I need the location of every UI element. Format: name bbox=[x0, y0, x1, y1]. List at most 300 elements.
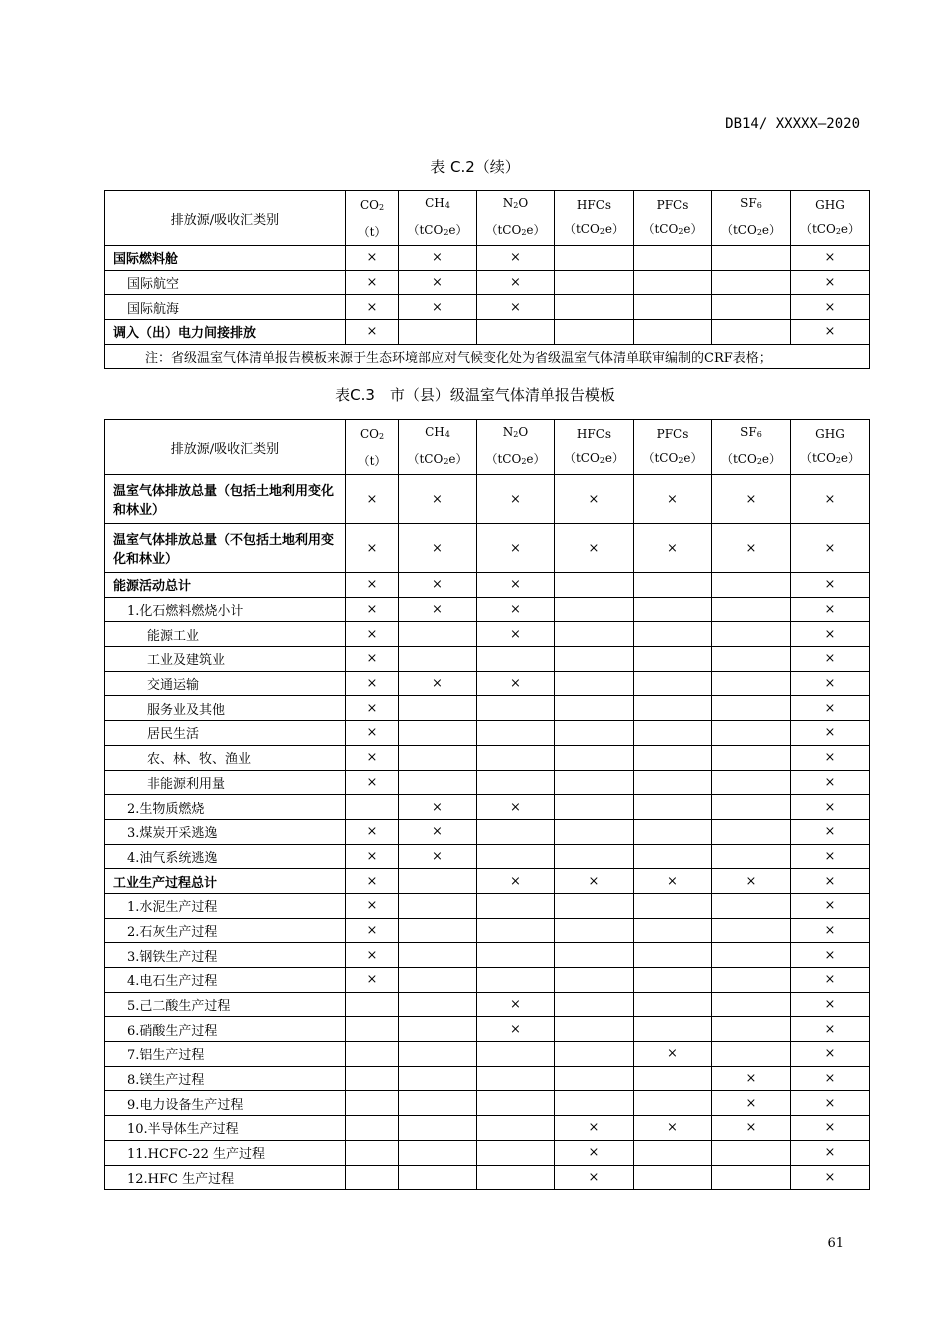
gas-name: $CH_4$ bbox=[425, 196, 450, 210]
table-cell: × bbox=[634, 475, 712, 524]
table-cell bbox=[634, 1017, 712, 1042]
table-cell: × bbox=[399, 295, 477, 320]
table-cell: × bbox=[791, 992, 870, 1017]
row-label: 8.镁生产过程 bbox=[105, 1066, 346, 1091]
table-row bbox=[105, 1116, 870, 1141]
table-cell: × bbox=[346, 246, 399, 271]
table-cell bbox=[555, 320, 634, 345]
table-cell bbox=[712, 573, 791, 598]
table-header bbox=[105, 191, 870, 246]
table-cell: × bbox=[712, 524, 791, 573]
table-row bbox=[105, 1165, 870, 1190]
gas-name: PFCs bbox=[656, 197, 689, 212]
table-row bbox=[105, 795, 870, 820]
table-cell bbox=[712, 270, 791, 295]
table-cell bbox=[346, 795, 399, 820]
gas-name: $N_2O$ bbox=[502, 196, 529, 210]
gas-unit: （tCO$_2$e） bbox=[720, 452, 782, 466]
table-cell: × bbox=[346, 869, 399, 894]
table-cell bbox=[399, 696, 477, 721]
table-cell: × bbox=[791, 573, 870, 598]
table-row bbox=[105, 647, 870, 672]
table-cell bbox=[712, 671, 791, 696]
table-row bbox=[105, 844, 870, 869]
table-cell bbox=[712, 1017, 791, 1042]
table-c2-caption: 表 C.2（续） bbox=[430, 158, 520, 176]
gas-column-header bbox=[634, 191, 712, 246]
table-cell bbox=[555, 819, 634, 844]
table-cell bbox=[712, 647, 791, 672]
table-row bbox=[105, 622, 870, 647]
table-cell: × bbox=[555, 475, 634, 524]
table-cell bbox=[634, 819, 712, 844]
table-cell bbox=[712, 622, 791, 647]
gas-name: PFCs bbox=[656, 426, 689, 441]
table-cell bbox=[477, 696, 555, 721]
table-cell bbox=[634, 968, 712, 993]
table-cell bbox=[399, 1066, 477, 1091]
table-cell: × bbox=[477, 573, 555, 598]
gas-unit: （tCO$_2$e） bbox=[407, 223, 468, 237]
table-cell bbox=[555, 770, 634, 795]
table-cell: × bbox=[791, 1116, 870, 1141]
row-label: 3.钢铁生产过程 bbox=[105, 943, 346, 968]
table-cell bbox=[634, 597, 712, 622]
table-cell: × bbox=[791, 524, 870, 573]
row-label: 温室气体排放总量（包括土地利用变化和林业） bbox=[105, 475, 346, 524]
row-label: 6.硝酸生产过程 bbox=[105, 1017, 346, 1042]
table-cell: × bbox=[791, 1042, 870, 1067]
table-cell: × bbox=[346, 819, 399, 844]
table-cell bbox=[712, 844, 791, 869]
row-label: 5.己二酸生产过程 bbox=[105, 992, 346, 1017]
table-cell bbox=[634, 844, 712, 869]
table-cell bbox=[477, 647, 555, 672]
table-cell: × bbox=[791, 1091, 870, 1116]
table-cell: × bbox=[346, 647, 399, 672]
table-header bbox=[105, 420, 870, 475]
table-cell bbox=[712, 918, 791, 943]
table-cell: × bbox=[477, 524, 555, 573]
table-cell: × bbox=[477, 270, 555, 295]
table-cell bbox=[477, 893, 555, 918]
table-cell bbox=[634, 573, 712, 598]
table-cell: × bbox=[399, 573, 477, 598]
table-cell: × bbox=[399, 819, 477, 844]
gas-unit: （tCO$_2$e） bbox=[563, 221, 625, 236]
row-label: 调入（出）电力间接排放 bbox=[105, 320, 346, 345]
table-cell bbox=[477, 819, 555, 844]
table-cell bbox=[399, 918, 477, 943]
table-cell: × bbox=[346, 671, 399, 696]
gas-unit: （tCO$_2$e） bbox=[407, 452, 468, 466]
row-label: 农、林、牧、渔业 bbox=[105, 745, 346, 770]
table-cell bbox=[634, 745, 712, 770]
table-row bbox=[105, 1017, 870, 1042]
table-cell bbox=[346, 1165, 399, 1190]
header-row bbox=[105, 191, 870, 246]
table-cell bbox=[555, 696, 634, 721]
table-row bbox=[105, 1140, 870, 1165]
table-cell bbox=[634, 696, 712, 721]
table-cell bbox=[346, 1116, 399, 1141]
table-row bbox=[105, 573, 870, 598]
table-cell bbox=[712, 795, 791, 820]
table-cell: × bbox=[477, 622, 555, 647]
table-cell: × bbox=[791, 844, 870, 869]
table-cell bbox=[477, 968, 555, 993]
table-cell: × bbox=[399, 246, 477, 271]
gas-name: $N_2O$ bbox=[502, 425, 529, 439]
row-label: 能源工业 bbox=[105, 622, 346, 647]
table-row bbox=[105, 270, 870, 295]
table-cell: × bbox=[634, 1042, 712, 1067]
table-cell: × bbox=[555, 1140, 634, 1165]
table-cell bbox=[634, 671, 712, 696]
gas-column-header bbox=[555, 191, 634, 246]
table-row bbox=[105, 745, 870, 770]
row-label: 工业及建筑业 bbox=[105, 647, 346, 672]
row-label: 工业生产过程总计 bbox=[105, 869, 346, 894]
table-cell bbox=[555, 671, 634, 696]
table-cell: × bbox=[791, 1066, 870, 1091]
table-cell bbox=[477, 943, 555, 968]
table-cell bbox=[399, 869, 477, 894]
table-cell: × bbox=[555, 1165, 634, 1190]
table-cell bbox=[477, 918, 555, 943]
gas-column-header bbox=[555, 420, 634, 475]
table-cell bbox=[477, 770, 555, 795]
table-cell: × bbox=[791, 320, 870, 345]
table-cell: × bbox=[346, 622, 399, 647]
table-cell: × bbox=[346, 745, 399, 770]
table-cell bbox=[555, 1066, 634, 1091]
row-label: 服务业及其他 bbox=[105, 696, 346, 721]
gas-unit: （tCO$_2$e） bbox=[642, 221, 703, 236]
table-cell bbox=[555, 918, 634, 943]
row-label: 12.HFC 生产过程 bbox=[105, 1165, 346, 1190]
table-cell bbox=[477, 844, 555, 869]
table-cell: × bbox=[634, 524, 712, 573]
table-cell: × bbox=[791, 622, 870, 647]
table-cell bbox=[634, 246, 712, 271]
table-row bbox=[105, 992, 870, 1017]
header-row bbox=[105, 420, 870, 475]
gas-name: GHG bbox=[815, 426, 845, 441]
gas-name: $CO_2$ bbox=[359, 197, 385, 212]
table-cell: × bbox=[555, 1116, 634, 1141]
table-cell bbox=[712, 992, 791, 1017]
table-row bbox=[105, 869, 870, 894]
table-cell: × bbox=[346, 943, 399, 968]
table-cell: × bbox=[791, 597, 870, 622]
table-cell bbox=[555, 1091, 634, 1116]
table-cell bbox=[399, 992, 477, 1017]
row-label: 2.石灰生产过程 bbox=[105, 918, 346, 943]
row-label: 非能源利用量 bbox=[105, 770, 346, 795]
table-cell bbox=[712, 770, 791, 795]
table-cell: × bbox=[791, 1140, 870, 1165]
gas-column-header bbox=[712, 420, 791, 475]
gas-unit: （tCO$_2$e） bbox=[799, 221, 861, 236]
table-cell: × bbox=[791, 819, 870, 844]
table-cell bbox=[555, 295, 634, 320]
table-cell bbox=[712, 1165, 791, 1190]
table-c3-caption: 表C.3 市（县）级温室气体清单报告模板 bbox=[335, 386, 615, 404]
table-cell: × bbox=[791, 1165, 870, 1190]
table-cell: × bbox=[399, 475, 477, 524]
gas-name: $CH_4$ bbox=[425, 425, 450, 439]
table-cell: × bbox=[399, 524, 477, 573]
table-cell bbox=[477, 1116, 555, 1141]
table-cell bbox=[399, 1091, 477, 1116]
table-cell bbox=[346, 1042, 399, 1067]
table-cell: × bbox=[346, 918, 399, 943]
table-cell bbox=[477, 1091, 555, 1116]
table-cell bbox=[399, 721, 477, 746]
table-cell: × bbox=[555, 869, 634, 894]
gas-unit: （tCO$_2$e） bbox=[799, 450, 861, 465]
row-label: 9.电力设备生产过程 bbox=[105, 1091, 346, 1116]
gas-name: $SF_6$ bbox=[740, 196, 762, 210]
table-cell: × bbox=[634, 869, 712, 894]
table-cell bbox=[399, 1140, 477, 1165]
table-cell bbox=[555, 795, 634, 820]
table-cell: × bbox=[346, 270, 399, 295]
table-cell bbox=[399, 1116, 477, 1141]
table-cell bbox=[555, 992, 634, 1017]
table-cell: × bbox=[791, 1017, 870, 1042]
table-row bbox=[105, 696, 870, 721]
table-row bbox=[105, 295, 870, 320]
table-cell: × bbox=[791, 671, 870, 696]
table-cell bbox=[555, 745, 634, 770]
table-cell bbox=[712, 295, 791, 320]
table-cell bbox=[634, 992, 712, 1017]
table-cell bbox=[712, 320, 791, 345]
gas-unit: （t） bbox=[357, 453, 387, 468]
table-cell: × bbox=[346, 295, 399, 320]
document-code: DB14/ XXXXX—2020 bbox=[725, 116, 860, 132]
table-cell bbox=[399, 1042, 477, 1067]
table-cell: × bbox=[791, 869, 870, 894]
gas-name: HFCs bbox=[576, 197, 612, 212]
table-cell bbox=[399, 320, 477, 345]
row-label: 7.铝生产过程 bbox=[105, 1042, 346, 1067]
table-row bbox=[105, 918, 870, 943]
table-cell: × bbox=[346, 320, 399, 345]
table-cell: × bbox=[346, 893, 399, 918]
table-cell: × bbox=[346, 696, 399, 721]
gas-name: GHG bbox=[815, 197, 845, 212]
table-cell bbox=[555, 721, 634, 746]
table-cell: × bbox=[346, 770, 399, 795]
table-cell bbox=[555, 622, 634, 647]
row-label: 国际航海 bbox=[105, 295, 346, 320]
table-cell bbox=[399, 647, 477, 672]
table-cell bbox=[712, 1042, 791, 1067]
table-cell: × bbox=[791, 721, 870, 746]
gas-unit: （t） bbox=[357, 224, 387, 239]
table-cell: × bbox=[791, 745, 870, 770]
table-cell: × bbox=[477, 246, 555, 271]
table-cell: × bbox=[399, 270, 477, 295]
table-cell bbox=[634, 647, 712, 672]
note-row bbox=[105, 344, 870, 369]
table-cell bbox=[634, 1091, 712, 1116]
table-cell bbox=[555, 573, 634, 598]
category-header: 排放源/吸收汇类别 bbox=[105, 420, 346, 475]
table-cell bbox=[555, 943, 634, 968]
table-cell bbox=[634, 721, 712, 746]
table-cell: × bbox=[791, 246, 870, 271]
table-cell bbox=[399, 745, 477, 770]
table-cell bbox=[634, 795, 712, 820]
table-cell: × bbox=[477, 869, 555, 894]
table-cell bbox=[634, 770, 712, 795]
table-cell bbox=[634, 1066, 712, 1091]
table-cell: × bbox=[712, 1116, 791, 1141]
table-cell: × bbox=[399, 844, 477, 869]
table-cell bbox=[634, 1140, 712, 1165]
table-row bbox=[105, 320, 870, 345]
table-cell bbox=[634, 622, 712, 647]
table-cell bbox=[634, 320, 712, 345]
gas-unit: （tCO$_2$e） bbox=[642, 450, 703, 465]
table-cell bbox=[346, 1140, 399, 1165]
row-label: 国际燃料舱 bbox=[105, 246, 346, 271]
table-cell bbox=[712, 968, 791, 993]
table-cell: × bbox=[712, 1091, 791, 1116]
table-body bbox=[105, 475, 870, 1190]
table-cell: × bbox=[477, 295, 555, 320]
table-cell: × bbox=[477, 795, 555, 820]
table-cell bbox=[555, 647, 634, 672]
table-cell bbox=[346, 1017, 399, 1042]
row-label: 温室气体排放总量（不包括土地利用变化和林业） bbox=[105, 524, 346, 573]
table-row bbox=[105, 1066, 870, 1091]
table-cell bbox=[634, 270, 712, 295]
table-cell bbox=[712, 246, 791, 271]
table-cell bbox=[346, 1066, 399, 1091]
row-label: 1.水泥生产过程 bbox=[105, 893, 346, 918]
table-cell: × bbox=[791, 475, 870, 524]
table-cell: × bbox=[346, 573, 399, 598]
table-row bbox=[105, 943, 870, 968]
table-cell: × bbox=[346, 597, 399, 622]
table-cell: × bbox=[791, 918, 870, 943]
table-cell: × bbox=[399, 597, 477, 622]
row-label: 居民生活 bbox=[105, 721, 346, 746]
table-cell bbox=[712, 1140, 791, 1165]
row-label: 能源活动总计 bbox=[105, 573, 346, 598]
table-row bbox=[105, 524, 870, 573]
gas-column-header bbox=[399, 191, 477, 246]
table-cell bbox=[346, 1091, 399, 1116]
table-cell: × bbox=[399, 795, 477, 820]
row-label: 交通运输 bbox=[105, 671, 346, 696]
gas-column-header bbox=[791, 420, 870, 475]
table-cell bbox=[712, 721, 791, 746]
table-row bbox=[105, 671, 870, 696]
table-c2-continued bbox=[104, 190, 870, 369]
table-cell: × bbox=[346, 524, 399, 573]
table-cell bbox=[555, 270, 634, 295]
table-cell: × bbox=[346, 721, 399, 746]
table-cell bbox=[477, 745, 555, 770]
table-cell bbox=[555, 844, 634, 869]
table-note: 注：省级温室气体清单报告模板来源于生态环境部应对气候变化处为省级温室气体清单联审编制的CRF表格； bbox=[105, 344, 870, 369]
gas-unit: （tCO$_2$e） bbox=[485, 223, 546, 237]
table-cell: × bbox=[477, 1017, 555, 1042]
gas-name: $SF_6$ bbox=[740, 425, 762, 439]
table-cell bbox=[477, 1165, 555, 1190]
gas-name: $CO_2$ bbox=[359, 426, 385, 441]
gas-column-header bbox=[346, 191, 399, 246]
row-label: 国际航空 bbox=[105, 270, 346, 295]
table-cell: × bbox=[791, 270, 870, 295]
table-cell bbox=[712, 819, 791, 844]
gas-column-header bbox=[477, 191, 555, 246]
gas-column-header bbox=[399, 420, 477, 475]
table-cell bbox=[555, 968, 634, 993]
table-c3 bbox=[104, 419, 870, 1190]
table-cell: × bbox=[477, 671, 555, 696]
table-cell bbox=[477, 1140, 555, 1165]
table-cell bbox=[477, 1066, 555, 1091]
gas-column-header bbox=[634, 420, 712, 475]
table-cell bbox=[712, 696, 791, 721]
gas-unit: （tCO$_2$e） bbox=[485, 452, 546, 466]
table-cell: × bbox=[477, 597, 555, 622]
row-label: 10.半导体生产过程 bbox=[105, 1116, 346, 1141]
table-cell bbox=[399, 622, 477, 647]
table-cell: × bbox=[791, 795, 870, 820]
table-cell: × bbox=[791, 696, 870, 721]
row-label: 1.化石燃料燃烧小计 bbox=[105, 597, 346, 622]
table-cell bbox=[634, 1165, 712, 1190]
table-cell bbox=[712, 597, 791, 622]
table-body bbox=[105, 246, 870, 369]
table-cell: × bbox=[346, 844, 399, 869]
table-row bbox=[105, 597, 870, 622]
table-cell: × bbox=[791, 295, 870, 320]
table-cell bbox=[712, 943, 791, 968]
table-cell bbox=[399, 893, 477, 918]
table-cell bbox=[399, 943, 477, 968]
table-row bbox=[105, 475, 870, 524]
gas-column-header bbox=[346, 420, 399, 475]
table-cell: × bbox=[555, 524, 634, 573]
table-cell bbox=[555, 1042, 634, 1067]
table-cell bbox=[346, 992, 399, 1017]
table-cell bbox=[712, 893, 791, 918]
table-cell: × bbox=[346, 475, 399, 524]
gas-column-header bbox=[477, 420, 555, 475]
table-row bbox=[105, 1042, 870, 1067]
table-cell: × bbox=[791, 770, 870, 795]
row-label: 4.电石生产过程 bbox=[105, 968, 346, 993]
table-cell: × bbox=[399, 671, 477, 696]
table-cell bbox=[477, 1042, 555, 1067]
table-cell: × bbox=[634, 1116, 712, 1141]
table-cell: × bbox=[791, 647, 870, 672]
table-cell bbox=[634, 918, 712, 943]
table-row bbox=[105, 968, 870, 993]
table-cell bbox=[634, 893, 712, 918]
table-cell bbox=[399, 770, 477, 795]
table-cell bbox=[712, 745, 791, 770]
